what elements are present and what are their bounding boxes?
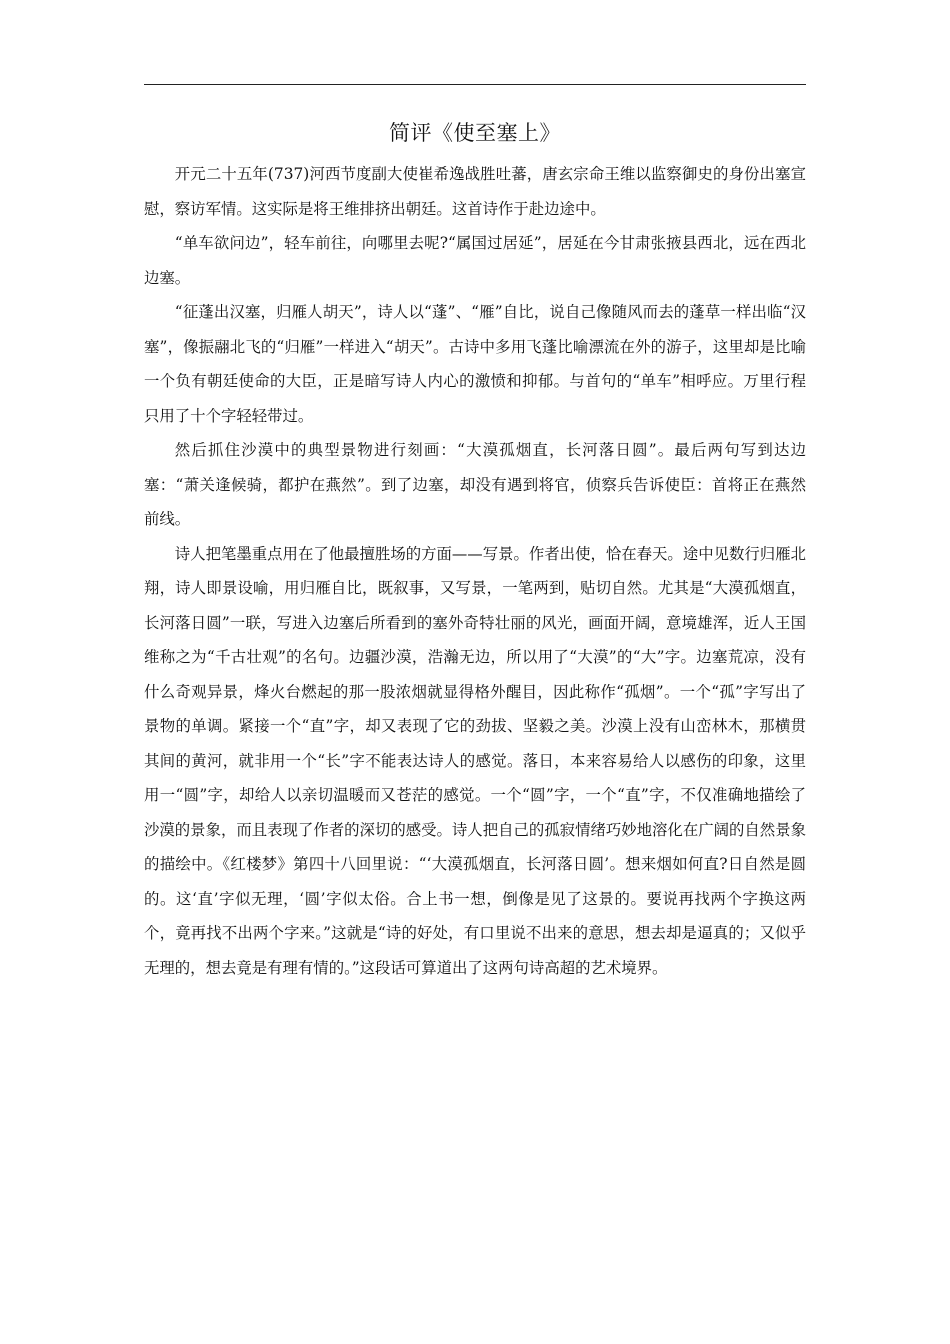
paragraph-background: 开元二十五年(737)河西节度副大使崔希逸战胜吐蕃，唐玄宗命王维以监察御史的身份出塞宣慰，察访军情。这实际是将王维排挤出朝廷。这首诗作于赴边途中。: [144, 165, 806, 218]
paragraph-second-couplet: “征蓬出汉塞，归雁人胡天”，诗人以“蓬”、“雁”自比，说自己像随风而去的蓬草一样出临“汉塞”，像振翮北飞的“归雁”一样进入“胡天”。古诗中多用飞蓬比喻漂流在外的游子，这里却是比喻一个负有朝廷使命的大臣，正是暗写诗人内心的激愤和抑郁。与首句的“单车”相呼应。万里行程只用了十个字轻轻带过。: [144, 303, 806, 425]
paragraph-third-couplet: 然后抓住沙漠中的典型景物进行刻画：“大漠孤烟直，长河落日圆”。最后两句写到达边塞：“萧关逢候骑，都护在燕然”。到了边塞，却没有遇到将官，侦察兵告诉使臣：首将正在燕然前线。: [144, 441, 806, 528]
document-title: 简评《使至塞上》: [389, 121, 561, 145]
header-rule: [144, 84, 806, 85]
paragraph-first-couplet: “单车欲问边”，轻车前往，向哪里去呢?“属国过居延”，居延在今甘肃张掖县西北，远在西北边塞。: [144, 234, 806, 287]
document-body: [144, 157, 806, 985]
paragraph-analysis: 诗人把笔墨重点用在了他最擅胜场的方面——写景。作者出使，恰在春天。途中见数行归雁北翔，诗人即景设喻，用归雁自比，既叙事，又写景，一笔两到，贴切自然。尤其是“大漠孤烟直，长河落日圆”一联，写进入边塞后所看到的塞外奇特壮丽的风光，画面开阔，意境雄浑，近人王国维称之为“千古壮观”的名句。边疆沙漠，浩瀚无边，所以用了“大漠”的“大”字。边塞荒凉，没有什么奇观异景，烽火台燃起的那一股浓烟就显得格外醒目，因此称作“孤烟”。一个“孤”字写出了景物的单调。紧接一个“直”字，却又表现了它的劲拔、坚毅之美。沙漠上没有山峦林木，那横贯其间的黄河，就非用一个“长”字不能表达诗人的感觉。落日，本来容易给人以感伤的印象，这里用一“圆”字，却给人以亲切温暖而又苍茫的感觉。一个“圆”字，一个“直”字，不仅准确地描绘了沙漠的景象，而且表现了作者的深切的感受。诗人把自己的孤寂情绪巧妙地溶化在广阔的自然景象的描绘中。《红楼梦》第四十八回里说：“‘大漠孤烟直，长河落日圆’。想来烟如何直?日自然是圆的。这‘直’字似无理，‘圆’字似太俗。合上书一想，倒像是见了这景的。要说再找两个字换这两个，竟再找不出两个字来。”这就是“诗的好处，有口里说不出来的意思，想去却是逼真的；又似乎无理的，想去竟是有理有情的。”这段话可算道出了这两句诗高超的艺术境界。: [144, 544, 806, 977]
